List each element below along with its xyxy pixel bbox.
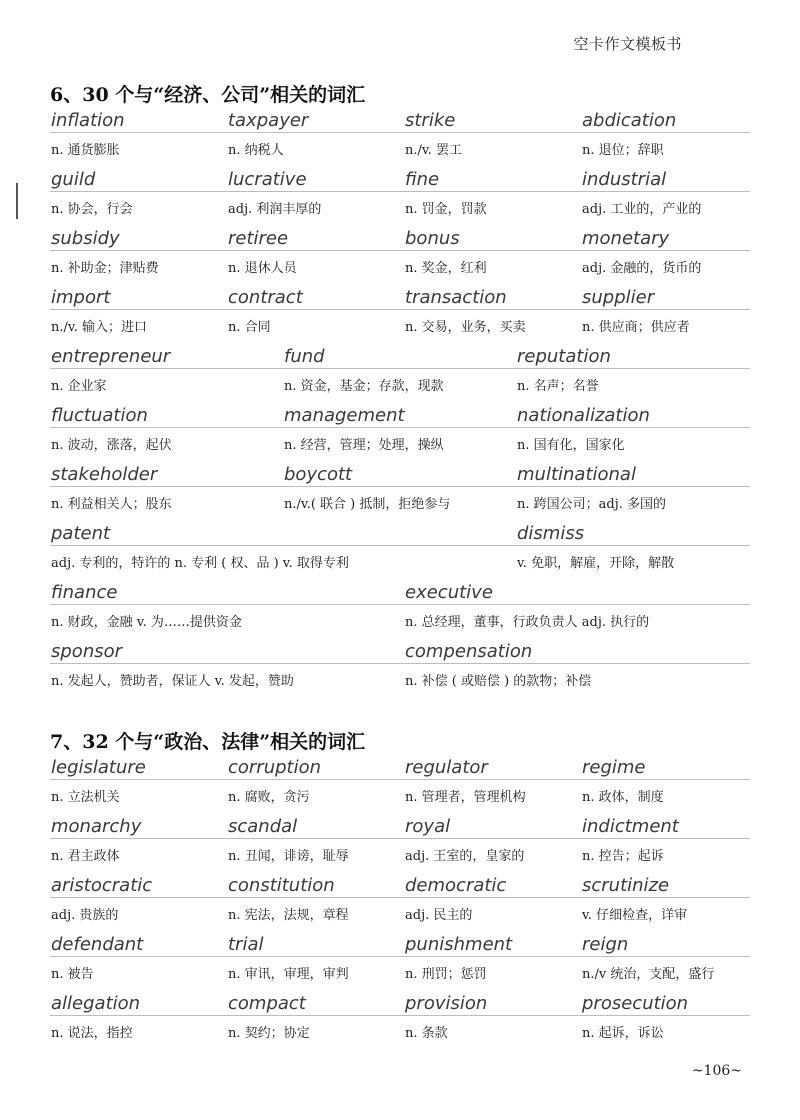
vocab-meaning: adj. 王室的，皇家的 <box>405 849 525 864</box>
vocab-entry <box>50 228 227 287</box>
vocab-entry <box>404 875 581 934</box>
vocab-row <box>50 875 750 934</box>
vocab-entry <box>50 934 227 993</box>
vocab-entry <box>227 816 404 875</box>
vocab-meaning: n. 腐败，贪污 <box>228 790 310 805</box>
vocab-meaning: n. 说法，指控 <box>51 1026 133 1041</box>
vocab-meaning: adj. 工业的，产业的 <box>582 202 702 217</box>
vocab-meaning: n. 审讯，审理，审判 <box>228 967 349 982</box>
vocab-entry <box>516 464 750 523</box>
vocab-word: nationalization <box>516 405 750 428</box>
vocab-entry <box>50 816 227 875</box>
vocab-entry <box>283 464 516 523</box>
vocab-meaning: n./v.( 联合 ) 抵制，拒绝参与 <box>284 497 451 512</box>
vocab-meaning: n./v. 罢工 <box>405 143 462 158</box>
vocab-meaning: n. 跨国公司；adj. 多国的 <box>517 497 667 512</box>
vocab-meaning: n. 经营，管理；处理，操纵 <box>284 438 444 453</box>
vocab-entry <box>581 816 750 875</box>
vocab-entry <box>227 110 404 169</box>
vocab-word: contract <box>227 287 404 310</box>
vocab-meaning: n. 政体，制度 <box>582 790 664 805</box>
vocab-meaning: v. 仔细检查，详审 <box>582 908 688 923</box>
vocab-meaning: n. 起诉，诉讼 <box>582 1026 664 1041</box>
vocab-word: fine <box>404 169 581 192</box>
vocab-meaning: n. 供应商；供应者 <box>582 320 690 335</box>
vocab-entry <box>516 346 750 405</box>
vocab-entry <box>227 993 404 1052</box>
vocab-word: bonus <box>404 228 581 251</box>
vocab-entry <box>227 169 404 228</box>
vocab-row <box>50 582 750 641</box>
vocab-meaning: n. 国有化，国家化 <box>517 438 625 453</box>
vocab-meaning: n. 补偿 ( 或赔偿 ) 的款物；补偿 <box>405 674 592 689</box>
vocab-word: reputation <box>516 346 750 369</box>
vocab-entry <box>404 287 581 346</box>
vocab-meaning: n. 管理者，管理机构 <box>405 790 526 805</box>
vocab-list <box>50 757 750 1052</box>
vocab-meaning: n. 总经理，董事，行政负责人 adj. 执行的 <box>405 615 650 630</box>
vocab-word: compensation <box>404 641 750 664</box>
vocab-entry <box>581 169 750 228</box>
vocab-entry <box>404 816 581 875</box>
vocab-word: punishment <box>404 934 581 957</box>
page-number: ~106~ <box>691 1063 742 1079</box>
vocab-meaning: n. 合同 <box>228 320 271 335</box>
vocab-word: democratic <box>404 875 581 898</box>
vocab-row <box>50 464 750 523</box>
vocab-row <box>50 523 750 582</box>
vocab-word: boycott <box>283 464 516 487</box>
vocab-word: subsidy <box>50 228 227 251</box>
vocab-word: inflation <box>50 110 227 133</box>
vocab-entry <box>50 110 227 169</box>
vocab-word: multinational <box>516 464 750 487</box>
vocab-word: abdication <box>581 110 750 133</box>
vocab-meaning: adj. 金融的，货币的 <box>582 261 702 276</box>
vocab-meaning: n. 退位；辞职 <box>582 143 664 158</box>
vocab-meaning: n. 立法机关 <box>51 790 120 805</box>
vocab-meaning: adj. 专利的，特许的 n. 专利 ( 权、品 ) v. 取得专利 <box>51 556 349 571</box>
vocab-word: allegation <box>50 993 227 1016</box>
vocab-word: strike <box>404 110 581 133</box>
vocab-entry <box>404 169 581 228</box>
vocab-meaning: n. 企业家 <box>51 379 107 394</box>
vocab-meaning: n. 交易，业务，买卖 <box>405 320 526 335</box>
vocab-entry <box>404 228 581 287</box>
vocab-entry <box>50 757 227 816</box>
vocab-word: patent <box>50 523 516 546</box>
vocab-word: guild <box>50 169 227 192</box>
vocab-list <box>50 110 750 700</box>
vocab-entry <box>50 875 227 934</box>
vocab-meaning: n. 发起人，赞助者，保证人 v. 发起，赞助 <box>51 674 294 689</box>
vocab-word: scandal <box>227 816 404 839</box>
vocab-word: legislature <box>50 757 227 780</box>
vocab-word: lucrative <box>227 169 404 192</box>
vocab-entry <box>581 934 750 993</box>
vocab-row <box>50 641 750 700</box>
vocab-meaning: v. 免职，解雇，开除，解散 <box>517 556 675 571</box>
vocab-row <box>50 346 750 405</box>
vocab-meaning: n. 丑闻，诽谤，耻辱 <box>228 849 349 864</box>
vocab-word: dismiss <box>516 523 750 546</box>
vocab-entry <box>404 934 581 993</box>
vocab-meaning: n. 利益相关人；股东 <box>51 497 172 512</box>
vocab-row <box>50 169 750 228</box>
vocab-entry <box>227 757 404 816</box>
vocab-entry <box>404 993 581 1052</box>
vocab-meaning: n. 名声；名誉 <box>517 379 599 394</box>
vocab-entry <box>227 875 404 934</box>
vocab-meaning: n. 控告；起诉 <box>582 849 664 864</box>
vocab-meaning: n. 退休人员 <box>228 261 297 276</box>
vocab-meaning: n./v 统治，支配，盛行 <box>582 967 715 982</box>
vocab-entry <box>227 934 404 993</box>
vocab-meaning: n. 被告 <box>51 967 94 982</box>
vocab-word: finance <box>50 582 404 605</box>
vocab-entry <box>516 523 750 582</box>
vocab-word: indictment <box>581 816 750 839</box>
vocab-word: regulator <box>404 757 581 780</box>
vocab-word: fund <box>283 346 516 369</box>
vocab-meaning: n./v. 输入；进口 <box>51 320 147 335</box>
vocab-word: trial <box>227 934 404 957</box>
section-economy-company <box>50 80 750 700</box>
vocab-meaning: n. 罚金，罚款 <box>405 202 487 217</box>
vocab-word: constitution <box>227 875 404 898</box>
vocab-meaning: n. 君主政体 <box>51 849 120 864</box>
vocab-row <box>50 757 750 816</box>
vocab-word: sponsor <box>50 641 404 664</box>
vocab-word: management <box>283 405 516 428</box>
vocab-entry <box>404 641 750 700</box>
vocab-word: monarchy <box>50 816 227 839</box>
vocab-word: industrial <box>581 169 750 192</box>
vocab-word: import <box>50 287 227 310</box>
vocab-word: executive <box>404 582 750 605</box>
vocab-meaning: n. 通货膨胀 <box>51 143 120 158</box>
vocab-row <box>50 816 750 875</box>
vocab-word: scrutinize <box>581 875 750 898</box>
vocab-entry <box>283 346 516 405</box>
vocab-meaning: adj. 贵族的 <box>51 908 119 923</box>
vocab-word: monetary <box>581 228 750 251</box>
vocab-word: entrepreneur <box>50 346 283 369</box>
vocab-entry <box>50 523 516 582</box>
vocab-word: fluctuation <box>50 405 283 428</box>
vocab-word: reign <box>581 934 750 957</box>
vocab-word: provision <box>404 993 581 1016</box>
vocab-entry <box>50 346 283 405</box>
section-politics-law <box>50 727 750 1052</box>
vocab-meaning: adj. 利润丰厚的 <box>228 202 322 217</box>
vocab-entry <box>50 582 404 641</box>
vocab-entry <box>227 228 404 287</box>
book-title: 空卡作文模板书 <box>573 35 682 53</box>
vocab-entry <box>50 405 283 464</box>
vocab-entry <box>50 464 283 523</box>
vocab-meaning: adj. 民主的 <box>405 908 473 923</box>
vocab-row <box>50 228 750 287</box>
vocab-meaning: n. 宪法，法规，章程 <box>228 908 349 923</box>
vocab-word: royal <box>404 816 581 839</box>
vocab-meaning: n. 波动，涨落，起伏 <box>51 438 172 453</box>
vocab-entry <box>227 287 404 346</box>
vocab-word: corruption <box>227 757 404 780</box>
vocab-word: retiree <box>227 228 404 251</box>
vocab-row <box>50 405 750 464</box>
vocab-word: transaction <box>404 287 581 310</box>
vocab-row <box>50 110 750 169</box>
vocab-meaning: n. 协会，行会 <box>51 202 133 217</box>
vocab-word: defendant <box>50 934 227 957</box>
vocab-entry <box>404 757 581 816</box>
vocab-meaning: n. 奖金，红利 <box>405 261 487 276</box>
vocab-entry <box>50 287 227 346</box>
vocab-entry <box>581 875 750 934</box>
section-title: 7、32 个与“政治、法律”相关的词汇 <box>50 731 366 753</box>
vocab-word: taxpayer <box>227 110 404 133</box>
vocab-entry <box>404 110 581 169</box>
vocab-row <box>50 993 750 1052</box>
vocab-row <box>50 934 750 993</box>
margin-mark <box>16 183 18 219</box>
vocab-meaning: n. 资金，基金；存款，现款 <box>284 379 444 394</box>
vocab-word: compact <box>227 993 404 1016</box>
vocab-meaning: n. 财政，金融 v. 为……提供资金 <box>51 615 242 630</box>
vocab-word: regime <box>581 757 750 780</box>
vocab-word: prosecution <box>581 993 750 1016</box>
vocab-entry <box>581 110 750 169</box>
vocab-entry <box>283 405 516 464</box>
vocab-entry <box>581 228 750 287</box>
vocab-row <box>50 287 750 346</box>
vocab-entry <box>581 993 750 1052</box>
vocab-meaning: n. 条款 <box>405 1026 448 1041</box>
vocab-entry <box>50 169 227 228</box>
vocab-entry <box>50 993 227 1052</box>
vocab-entry <box>581 287 750 346</box>
vocab-word: supplier <box>581 287 750 310</box>
vocab-meaning: n. 补助金；津贴费 <box>51 261 159 276</box>
section-title: 6、30 个与“经济、公司”相关的词汇 <box>50 84 366 106</box>
vocab-entry <box>50 641 404 700</box>
vocab-entry <box>581 757 750 816</box>
vocab-word: stakeholder <box>50 464 283 487</box>
vocab-meaning: n. 纳税人 <box>228 143 284 158</box>
vocab-meaning: n. 契约；协定 <box>228 1026 310 1041</box>
vocab-entry <box>404 582 750 641</box>
vocab-entry <box>516 405 750 464</box>
vocab-word: aristocratic <box>50 875 227 898</box>
vocab-meaning: n. 刑罚；惩罚 <box>405 967 487 982</box>
